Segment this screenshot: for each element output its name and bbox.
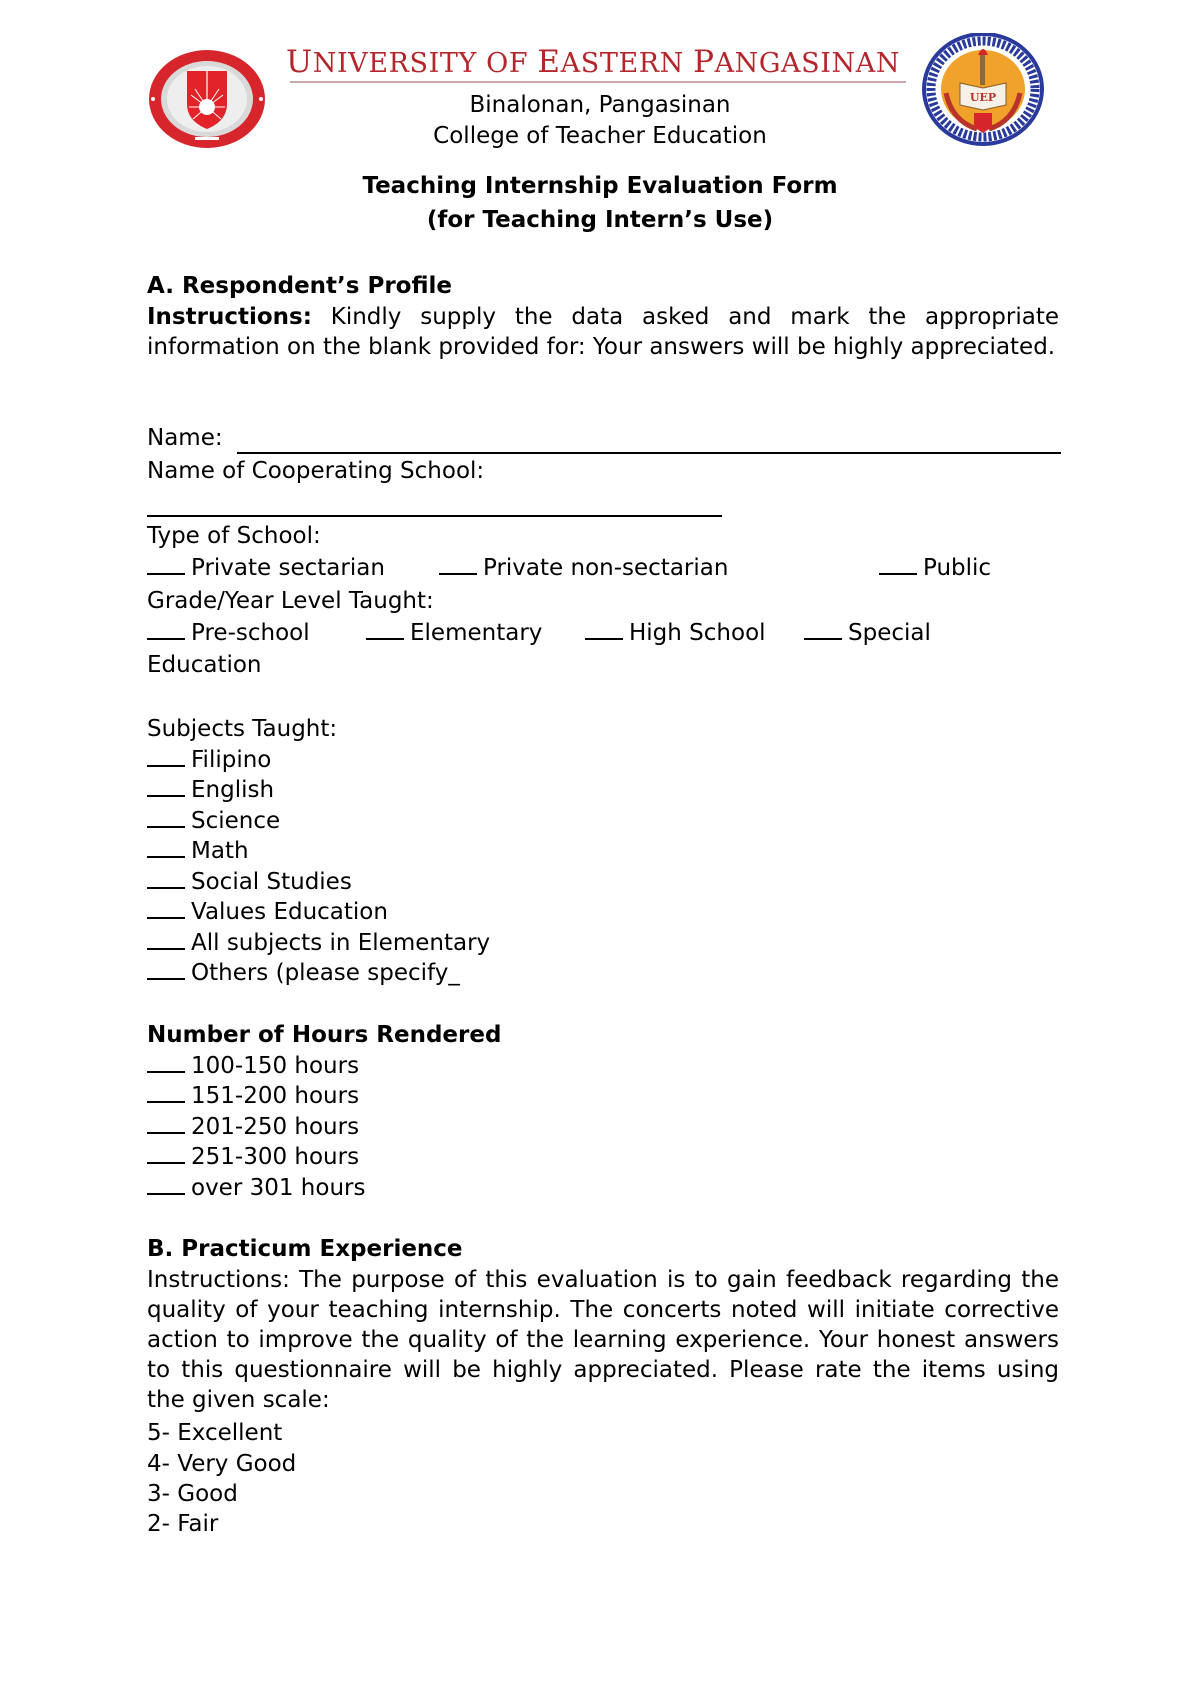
hours-option[interactable]: over 301 hours (147, 1173, 365, 1203)
header-rule (290, 81, 906, 83)
subjects-taught-label: Subjects Taught: (147, 716, 338, 742)
seal-text: UEP (969, 91, 997, 104)
checkbox-blank[interactable] (879, 553, 917, 575)
checkbox-blank[interactable] (147, 1081, 185, 1103)
type-option-private-sectarian[interactable]: Private sectarian (147, 553, 385, 583)
form-subtitle: (for Teaching Intern’s Use) (426, 207, 774, 233)
section-a-instructions (147, 302, 1059, 362)
instructions-text: Kindly supply the data asked and mark the appropriate information on the blank provided for: Your answers will be highly appreciated. (147, 304, 1059, 360)
checkbox-blank[interactable] (147, 1051, 185, 1073)
scale-item: 3- Good (147, 1481, 238, 1507)
checkbox-blank[interactable] (585, 618, 623, 640)
hours-rendered-heading: Number of Hours Rendered (147, 1022, 502, 1048)
hours-option[interactable]: 100-150 hours (147, 1051, 359, 1081)
scale-item: 2- Fair (147, 1511, 219, 1537)
level-option-wrap-text: Education (147, 652, 262, 678)
checkbox-blank[interactable] (366, 618, 404, 640)
name-label: Name: (147, 425, 223, 451)
section-a-heading: A. Respondent’s Profile (147, 273, 453, 299)
checkbox-blank[interactable] (147, 806, 185, 828)
checkbox-blank[interactable] (147, 775, 185, 797)
level-option-special-education[interactable]: Special (804, 618, 931, 648)
cooperating-school-field[interactable] (147, 515, 722, 517)
level-option-pre-school[interactable]: Pre-school (147, 618, 310, 648)
subject-option[interactable]: Filipino (147, 745, 271, 775)
type-of-school-label: Type of School: (147, 523, 321, 549)
checkbox-blank[interactable] (147, 958, 185, 980)
subject-option[interactable]: Science (147, 806, 280, 836)
section-b-instructions: Instructions: The purpose of this evaluation is to gain feedback regarding the quality of your teaching internship. The concerts noted will initiate corrective action to improve the quality of the learning experience. Your honest answers to this questionnaire will be highly appreciated. Please rate the items using the given scale: (147, 1267, 1059, 1413)
checkbox-blank[interactable] (147, 1142, 185, 1164)
subject-option[interactable]: Social Studies (147, 867, 352, 897)
section-b-heading: B. Practicum Experience (147, 1236, 463, 1262)
grade-level-label: Grade/Year Level Taught: (147, 588, 434, 614)
form-title: Teaching Internship Evaluation Form (362, 173, 838, 199)
level-option-elementary[interactable]: Elementary (366, 618, 542, 648)
college-name: College of Teacher Education (433, 123, 767, 149)
instructions-label: Instructions: (147, 304, 312, 330)
checkbox-blank[interactable] (147, 897, 185, 919)
type-option-public[interactable]: Public (879, 553, 991, 583)
hours-option[interactable]: 151-200 hours (147, 1081, 359, 1111)
name-field[interactable] (237, 452, 1061, 454)
checkbox-blank[interactable] (147, 928, 185, 950)
checkbox-blank[interactable] (147, 745, 185, 767)
checkbox-blank[interactable] (147, 1112, 185, 1134)
hours-option[interactable]: 251-300 hours (147, 1142, 359, 1172)
cooperating-school-label: Name of Cooperating School: (147, 458, 485, 484)
checkbox-blank[interactable] (804, 618, 842, 640)
subject-option[interactable]: Values Education (147, 897, 388, 927)
type-option-private-non-sectarian[interactable]: Private non-sectarian (439, 553, 728, 583)
checkbox-blank[interactable] (147, 1173, 185, 1195)
subject-option[interactable]: English (147, 775, 274, 805)
subject-option[interactable]: Math (147, 836, 249, 866)
subject-option[interactable]: All subjects in Elementary (147, 928, 490, 958)
hours-option[interactable]: 201-250 hours (147, 1112, 359, 1142)
scale-item: 5- Excellent (147, 1420, 283, 1446)
subject-option-others[interactable]: Others (please specify_ (147, 958, 460, 988)
checkbox-blank[interactable] (147, 867, 185, 889)
checkbox-blank[interactable] (147, 836, 185, 858)
checkbox-blank[interactable] (147, 618, 185, 640)
location-text: Binalonan, Pangasinan (469, 92, 731, 118)
level-option-high-school[interactable]: High School (585, 618, 766, 648)
university-name: UNIVERSITY OF EASTERN PANGASINAN (286, 44, 901, 80)
checkbox-blank[interactable] (147, 553, 185, 575)
checkbox-blank[interactable] (439, 553, 477, 575)
scale-item: 4- Very Good (147, 1451, 297, 1477)
